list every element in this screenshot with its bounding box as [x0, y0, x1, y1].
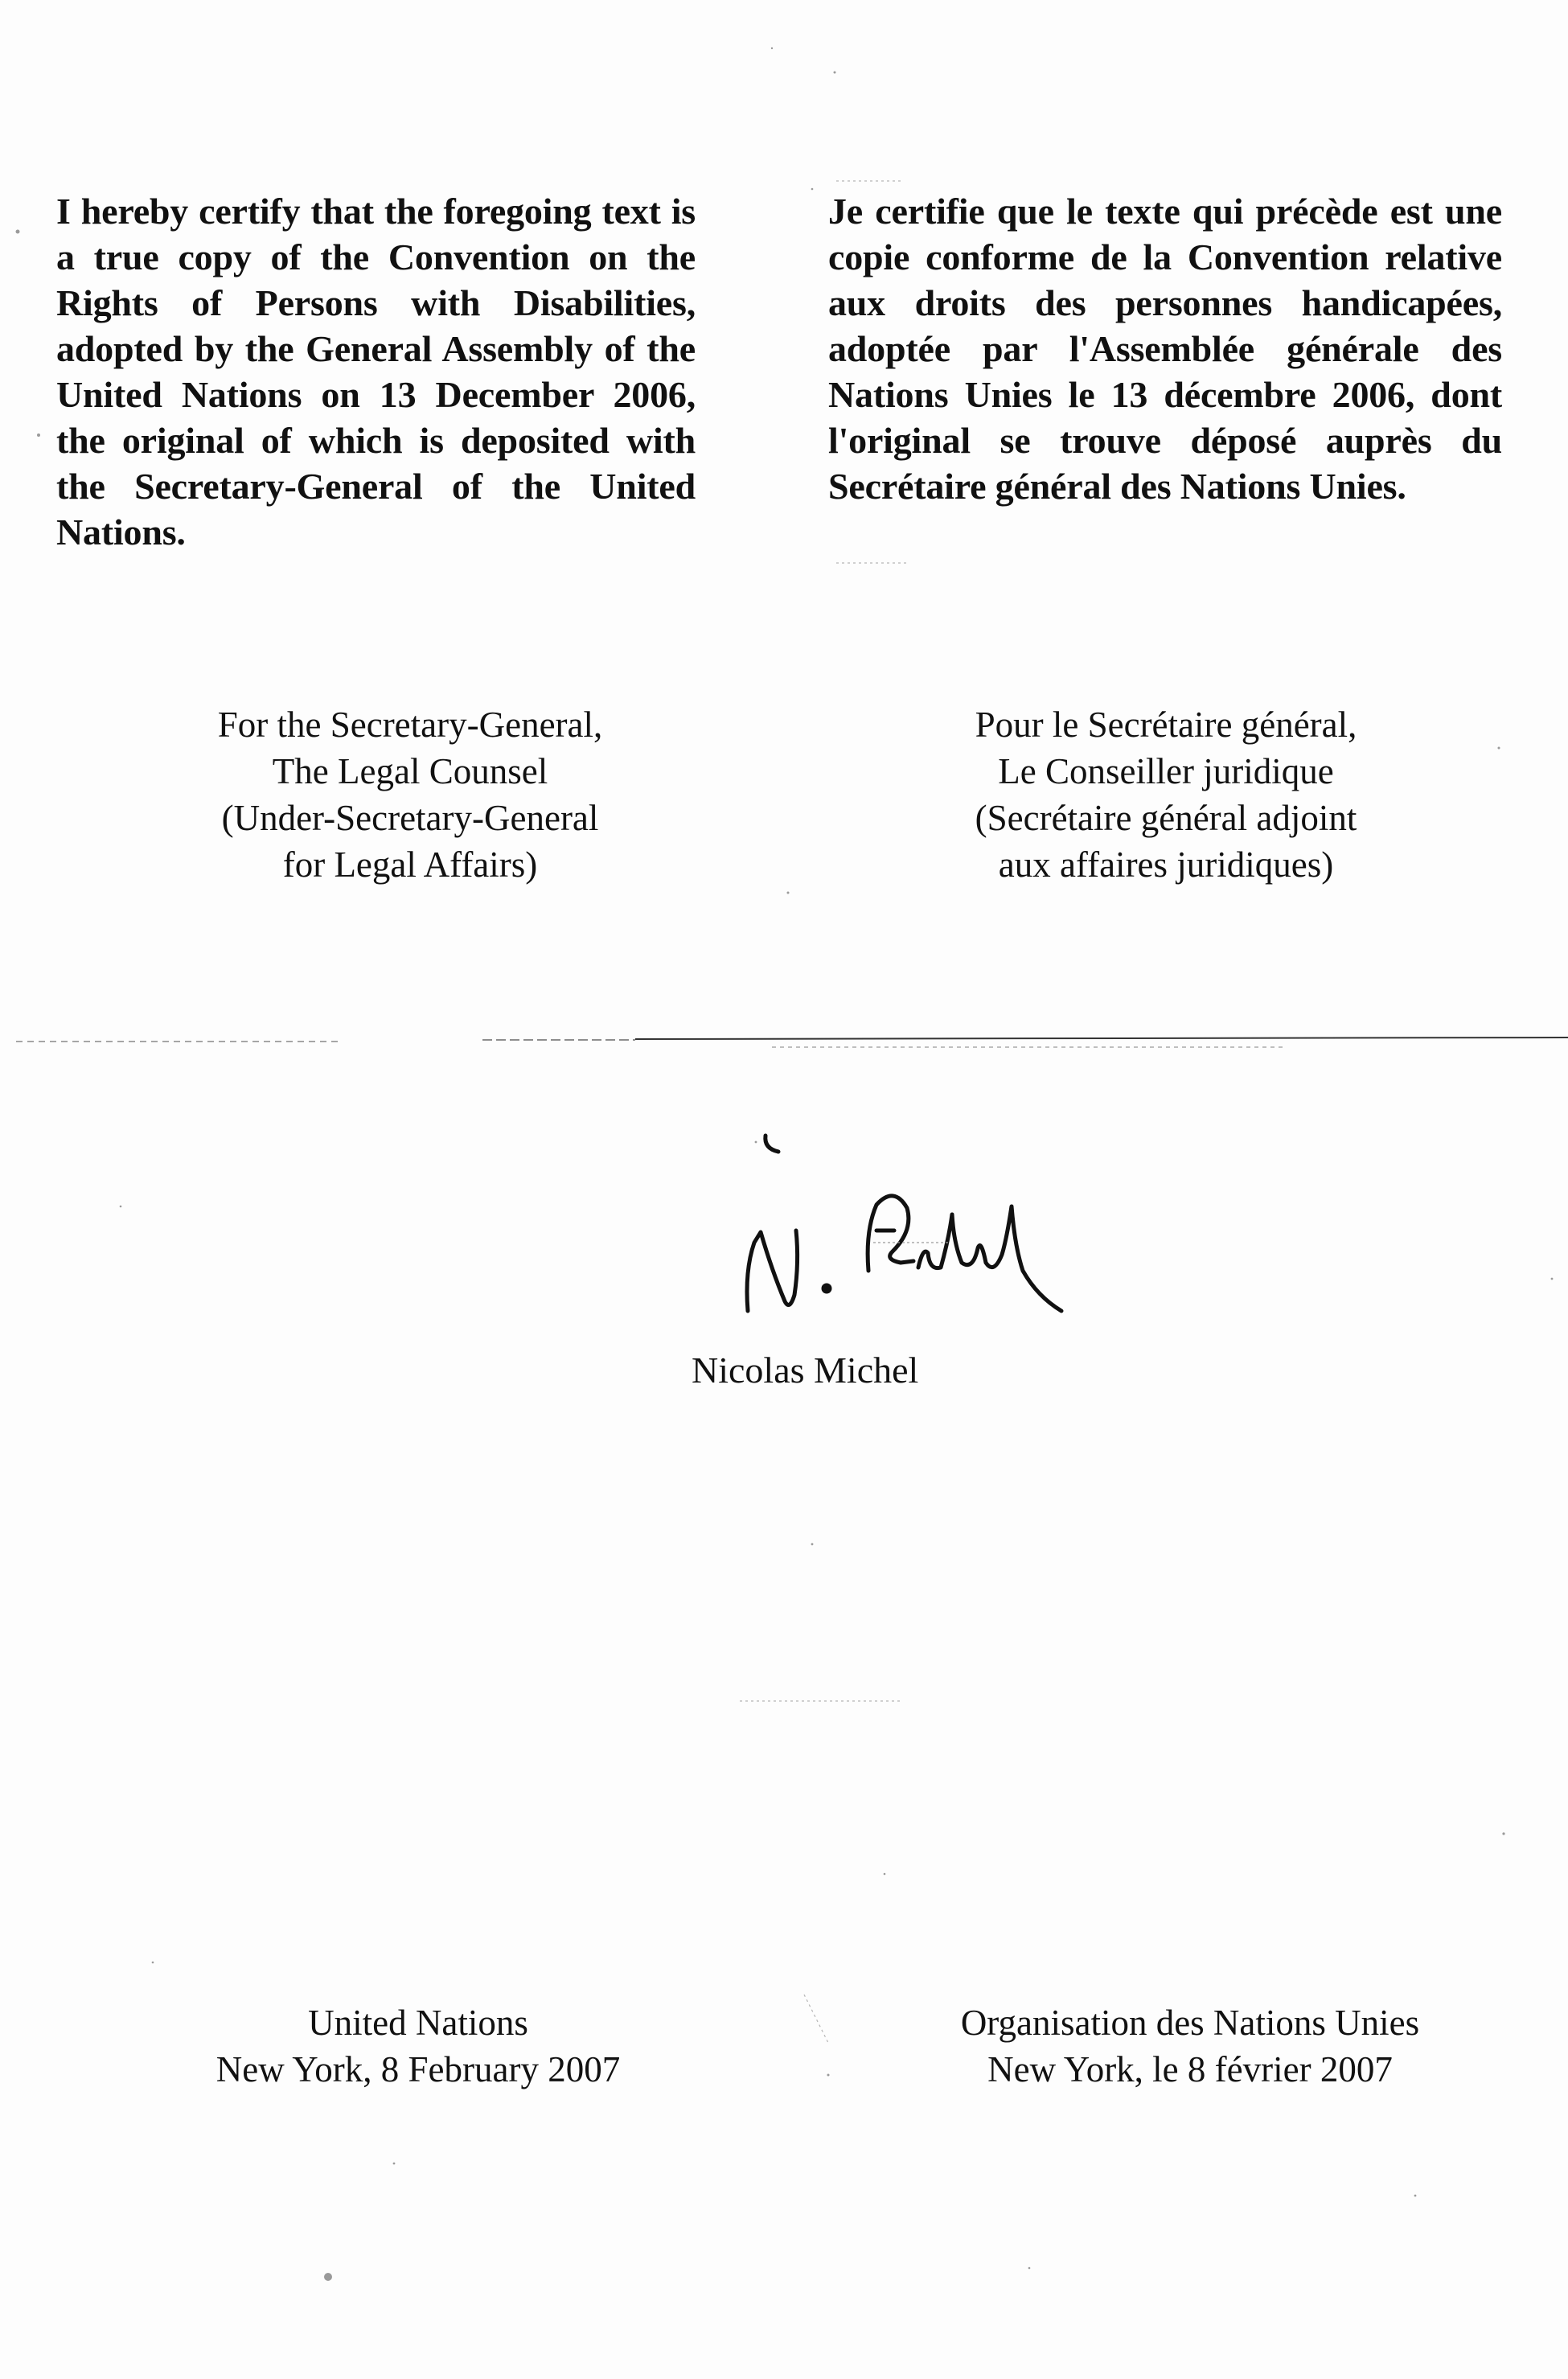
signatory-line: for Legal Affairs): [282, 844, 538, 885]
date-line: New York, le 8 février 2007: [987, 2049, 1393, 2089]
signatory-line: aux affaires juridiques): [998, 844, 1334, 885]
signatory-line: (Secrétaire général adjoint: [975, 798, 1357, 838]
place-line: Organisation des Nations Unies: [960, 2003, 1420, 2043]
date-line: New York, 8 February 2007: [215, 2049, 621, 2089]
handwritten-signature: [708, 1110, 1126, 1351]
signatory-line: (Under-Secretary-General: [221, 798, 599, 838]
signer-name: Nicolas Michel: [692, 1350, 919, 1391]
signatory-line: Le Conseiller juridique: [998, 751, 1334, 791]
place-date-block-en: [129, 1999, 708, 2093]
signatory-block-fr: [876, 701, 1455, 888]
signatory-line: The Legal Counsel: [272, 751, 548, 791]
place-date-block-fr: [868, 1999, 1512, 2093]
certification-text-fr: Je certifie que le texte qui précède est une copie conforme de la Convention relative aux droits des personnes handicapées, adoptée par l'Assemblée générale des Nations Unies le 13 décembre 2006, dont l'original se trouve déposé auprès du Secrétaire général des Nations Unies.: [828, 191, 1502, 507]
certification-text-en: I hereby certify that the foregoing text is a true copy of the Convention on the Rights of Persons with Disabilities, adopted by the General Assembly of the United Nations on 13 December 2006, the original of which is deposited with the Secretary-General of the United Nations.: [56, 191, 696, 553]
scan-divider-line: [0, 1029, 1568, 1054]
signatory-line: For the Secretary-General,: [217, 705, 603, 745]
place-line: United Nations: [308, 2003, 528, 2043]
signatory-line: Pour le Secrétaire général,: [975, 705, 1357, 745]
signatory-block-en: [129, 701, 692, 888]
